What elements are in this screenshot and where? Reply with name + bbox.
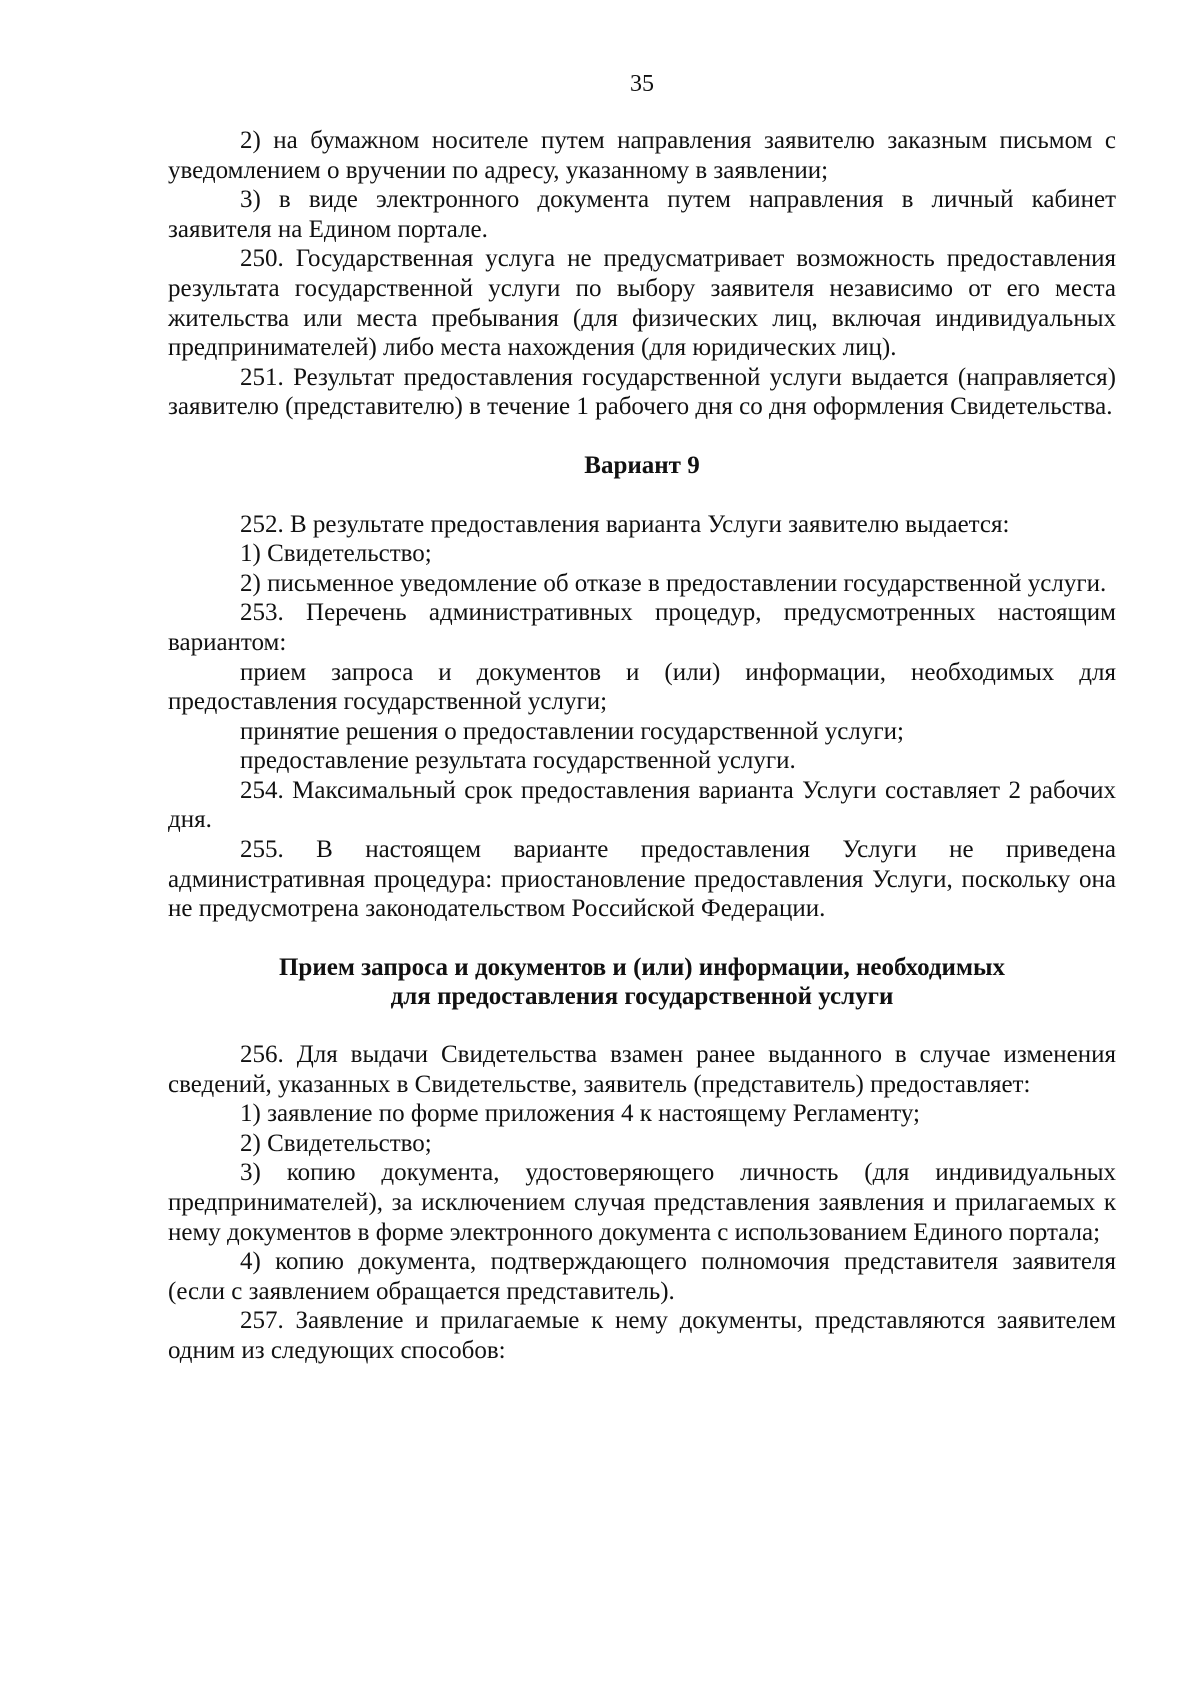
paragraph: предоставление результата государственной услуги. — [240, 747, 796, 775]
variant-heading: Вариант 9 — [584, 451, 700, 479]
paragraph: 3) копию документа, удостоверяющего личность (для индивидуальных предпринимателей), за исключением случая представления заявления и прилагаемых к нему документов в форме электронного документа с использованием Единого портала; — [168, 1159, 1116, 1246]
section-heading-line: Прием запроса и документов и (или) информации, необходимых — [278, 953, 1005, 981]
paragraph: 251. Результат предоставления государственной услуги выдается (направляется) заявителю (представителю) в течение 1 рабочего дня со дня оформления Свидетельства. — [168, 363, 1116, 421]
document-page — [168, 70, 1116, 1366]
paragraph: 1) Свидетельство; — [240, 540, 432, 568]
paragraph: 253. Перечень административных процедур, предусмотренных настоящим вариантом: — [168, 599, 1116, 656]
paragraph: 2) на бумажном носителе путем направления заявителю заказным письмом с уведомлением о вручении по адресу, указанному в заявлении; — [168, 127, 1116, 184]
paragraph: 2) письменное уведомление об отказе в предоставлении государственной услуги. — [240, 569, 1107, 597]
paragraph: 2) Свидетельство; — [240, 1129, 432, 1157]
paragraph: 256. Для выдачи Свидетельства взамен ранее выданного в случае изменения сведений, указанных в Свидетельстве, заявитель (представитель) предоставляет: — [168, 1041, 1116, 1098]
paragraph: 252. В результате предоставления варианта Услуги заявителю выдается: — [240, 510, 1010, 538]
paragraph: 4) копию документа, подтверждающего полномочия представителя заявителя (если с заявлением обращается представитель). — [168, 1248, 1116, 1305]
paragraph: прием запроса и документов и (или) информации, необходимых для предоставления государственной услуги; — [168, 658, 1116, 716]
paragraph: 1) заявление по форме приложения 4 к настоящему Регламенту; — [240, 1100, 920, 1128]
paragraph: 255. В настоящем варианте предоставления Услуги не приведена административная процедура: приостановление предоставления Услуги, поскольку она не предусмотрена законодательством Российской Федерации. — [168, 836, 1116, 923]
paragraph: 3) в виде электронного документа путем направления в личный кабинет заявителя на Едином портале. — [168, 186, 1116, 243]
page-number: 35 — [630, 71, 654, 97]
section-heading-line: для предоставления государственной услуги — [390, 983, 894, 1011]
paragraph: 250. Государственная услуга не предусматривает возможность предоставления результата государственной услуги по выбору заявителя независимо от его места жительства или места пребывания (для физических лиц, включая индивидуальных предпринимателей) либо места нахождения (для юридических лиц). — [168, 245, 1116, 362]
section-heading — [168, 953, 1116, 1012]
paragraph: 257. Заявление и прилагаемые к нему документы, представляются заявителем одним из следующих способов: — [168, 1307, 1116, 1364]
paragraph: 254. Максимальный срок предоставления варианта Услуги составляет 2 рабочих дня. — [168, 776, 1116, 834]
document-body — [168, 126, 1116, 1366]
paragraph: принятие решения о предоставлении государственной услуги; — [240, 717, 904, 745]
